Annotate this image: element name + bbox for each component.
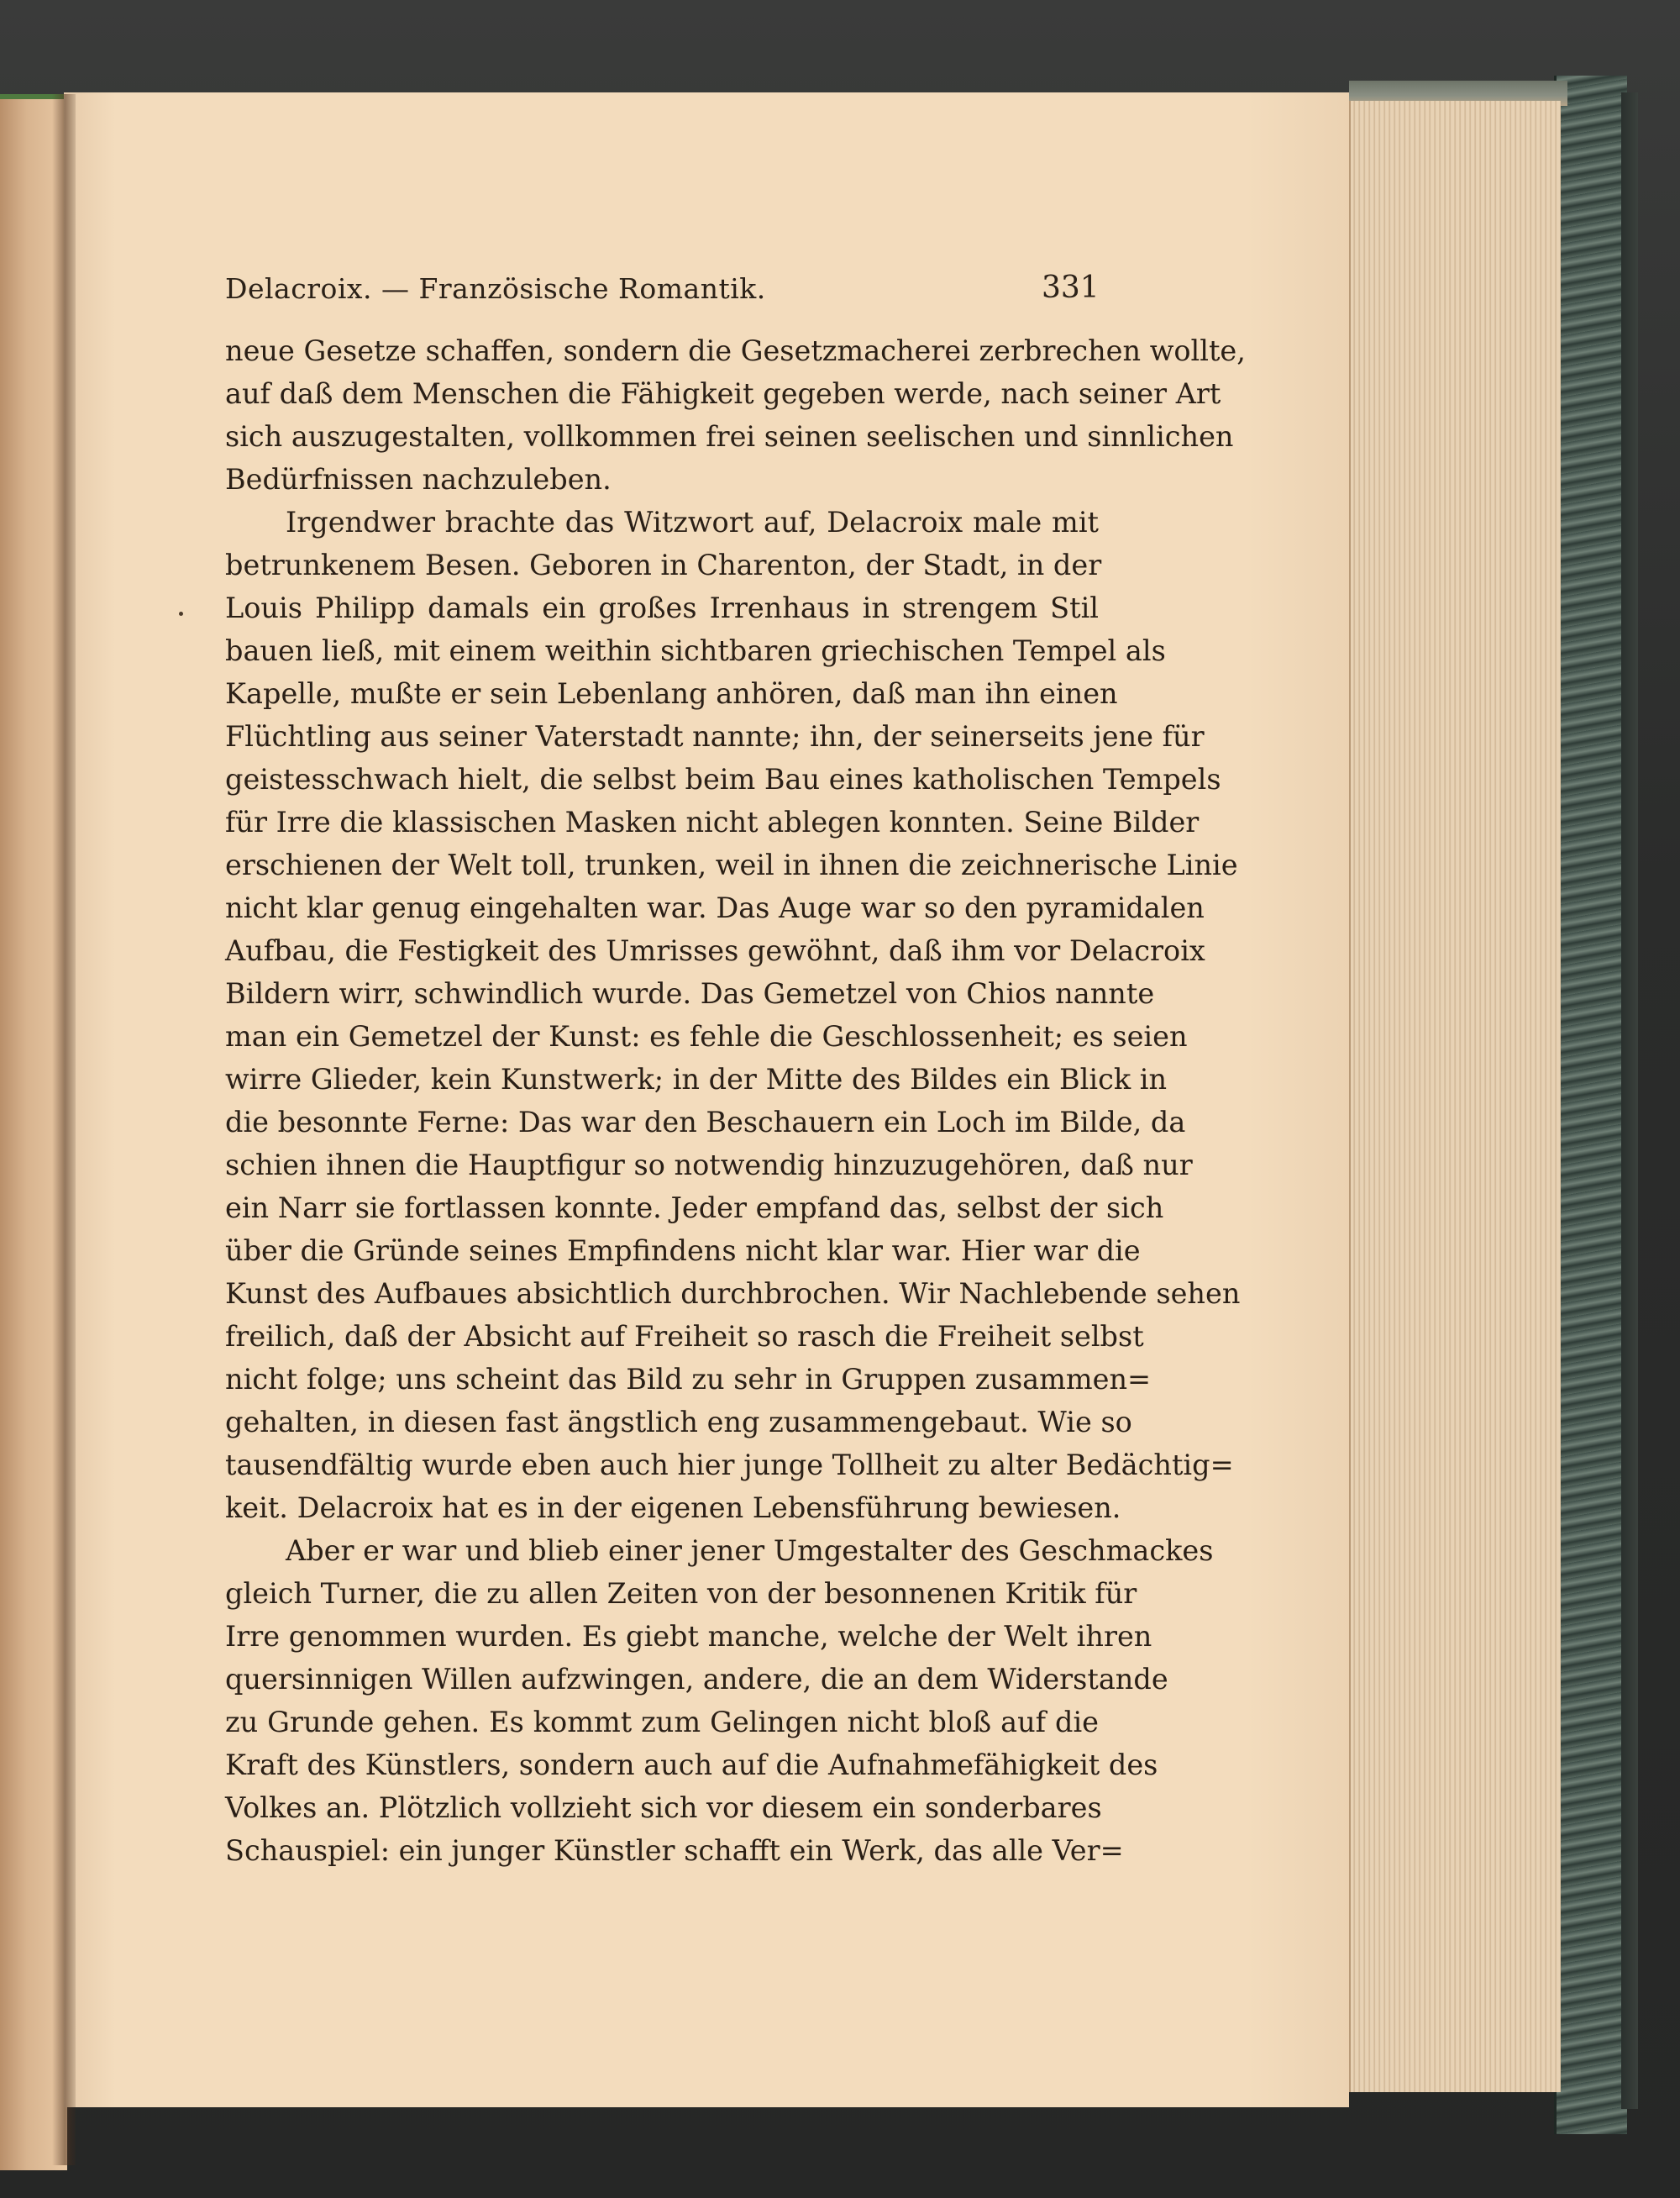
text-line: Aufbau, die Festigkeit des Umrisses gewöhnt, daß ihm vor Delacroix: [225, 934, 1205, 967]
text-line: Kunst des Aufbaues absichtlich durchbrochen. Wir Nachlebende sehen: [225, 1277, 1241, 1310]
text-line: tausendfältig wurde eben auch hier junge Tollheit zu alter Bedächtig=: [225, 1449, 1234, 1481]
text-line: Irre genommen wurden. Es giebt manche, welche der Welt ihren: [225, 1620, 1152, 1653]
text-line: nicht klar genug eingehalten war. Das Auge war so den pyramidalen: [225, 891, 1205, 924]
text-line: keit. Delacroix hat es in der eigenen Lebensführung bewiesen.: [225, 1491, 1121, 1524]
text-line: schien ihnen die Hauptfigur so notwendig hinzuzugehören, daß nur: [225, 1149, 1193, 1181]
text-line: nicht folge; uns scheint das Bild zu sehr in Gruppen zusammen=: [225, 1363, 1152, 1396]
text-line: Kapelle, mußte er sein Lebenlang anhören, daß man ihn einen: [225, 677, 1118, 710]
text-line: gehalten, in diesen fast ängstlich eng zusammengebaut. Wie so: [225, 1406, 1132, 1438]
text-line: quersinnigen Willen aufzwingen, andere, die an dem Widerstande: [225, 1663, 1168, 1696]
text-line: Flüchtling aus seiner Vaterstadt nannte; ihn, der seinerseits jene für: [225, 720, 1205, 753]
text-line: bauen ließ, mit einem weithin sichtbaren griechischen Tempel als: [225, 634, 1166, 667]
cover-board-edge: [1621, 92, 1638, 2109]
text-line: gleich Turner, die zu allen Zeiten von der besonnenen Kritik für: [225, 1577, 1137, 1610]
text-line: Kraft des Künstlers, sondern auch auf die Aufnahmefähigkeit des: [225, 1748, 1158, 1781]
text-line: erschienen der Welt toll, trunken, weil in ihnen die zeichnerische Linie: [225, 849, 1238, 881]
text-line: Schauspiel: ein junger Künstler schafft ein Werk, das alle Ver=: [225, 1834, 1124, 1867]
text-line: Aber er war und blieb einer jener Umgestalter des Geschmackes: [286, 1534, 1214, 1567]
text-line: zu Grunde gehen. Es kommt zum Gelingen nicht bloß auf die: [225, 1706, 1099, 1738]
text-line: Louis Philipp damals ein großes Irrenhaus in strengem Stil: [225, 592, 1099, 624]
text-line: Irgendwer brachte das Witzwort auf, Delacroix male mit: [286, 506, 1099, 539]
page-block-edges: [1349, 101, 1561, 2092]
body-text: [225, 329, 1246, 1872]
text-line: Bildern wirr, schwindlich wurde. Das Gemetzel von Chios nannte: [225, 977, 1155, 1010]
text-line: freilich, daß der Absicht auf Freiheit so rasch die Freiheit selbst: [225, 1320, 1144, 1353]
text-line: neue Gesetze schaffen, sondern die Gesetzmacherei zerbrechen wollte,: [225, 334, 1246, 367]
text-line: ein Narr sie fortlassen konnte. Jeder empfand das, selbst der sich: [225, 1191, 1164, 1224]
marbled-cover: [1554, 76, 1627, 2134]
ink-speck: [179, 612, 183, 616]
running-head: Delacroix. — Französische Romantik.: [225, 272, 766, 305]
text-line: geistesschwach hielt, die selbst beim Bau eines katholischen Tempels: [225, 763, 1221, 796]
text-line: Volkes an. Plötzlich vollzieht sich vor diesem ein sonderbares: [225, 1791, 1102, 1824]
text-line: für Irre die klassischen Masken nicht ablegen konnten. Seine Bilder: [225, 806, 1200, 839]
page-gutter: [52, 94, 76, 2165]
text-line: die besonnte Ferne: Das war den Beschauern ein Loch im Bilde, da: [225, 1106, 1186, 1138]
text-line: Bedürfnissen nachzuleben.: [225, 463, 612, 496]
text-line: betrunkenem Besen. Geboren in Charenton, der Stadt, in der: [225, 549, 1102, 581]
page-number: 331: [1042, 271, 1100, 305]
text-line: sich auszugestalten, vollkommen frei seinen seelischen und sinnlichen: [225, 420, 1234, 453]
text-line: wirre Glieder, kein Kunstwerk; in der Mitte des Bildes ein Blick in: [225, 1063, 1168, 1096]
text-line: über die Gründe seines Empfindens nicht klar war. Hier war die: [225, 1234, 1141, 1267]
text-line: auf daß dem Menschen die Fähigkeit gegeben werde, nach seiner Art: [225, 377, 1221, 410]
text-line: man ein Gemetzel der Kunst: es fehle die Geschlossenheit; es seien: [225, 1020, 1188, 1053]
